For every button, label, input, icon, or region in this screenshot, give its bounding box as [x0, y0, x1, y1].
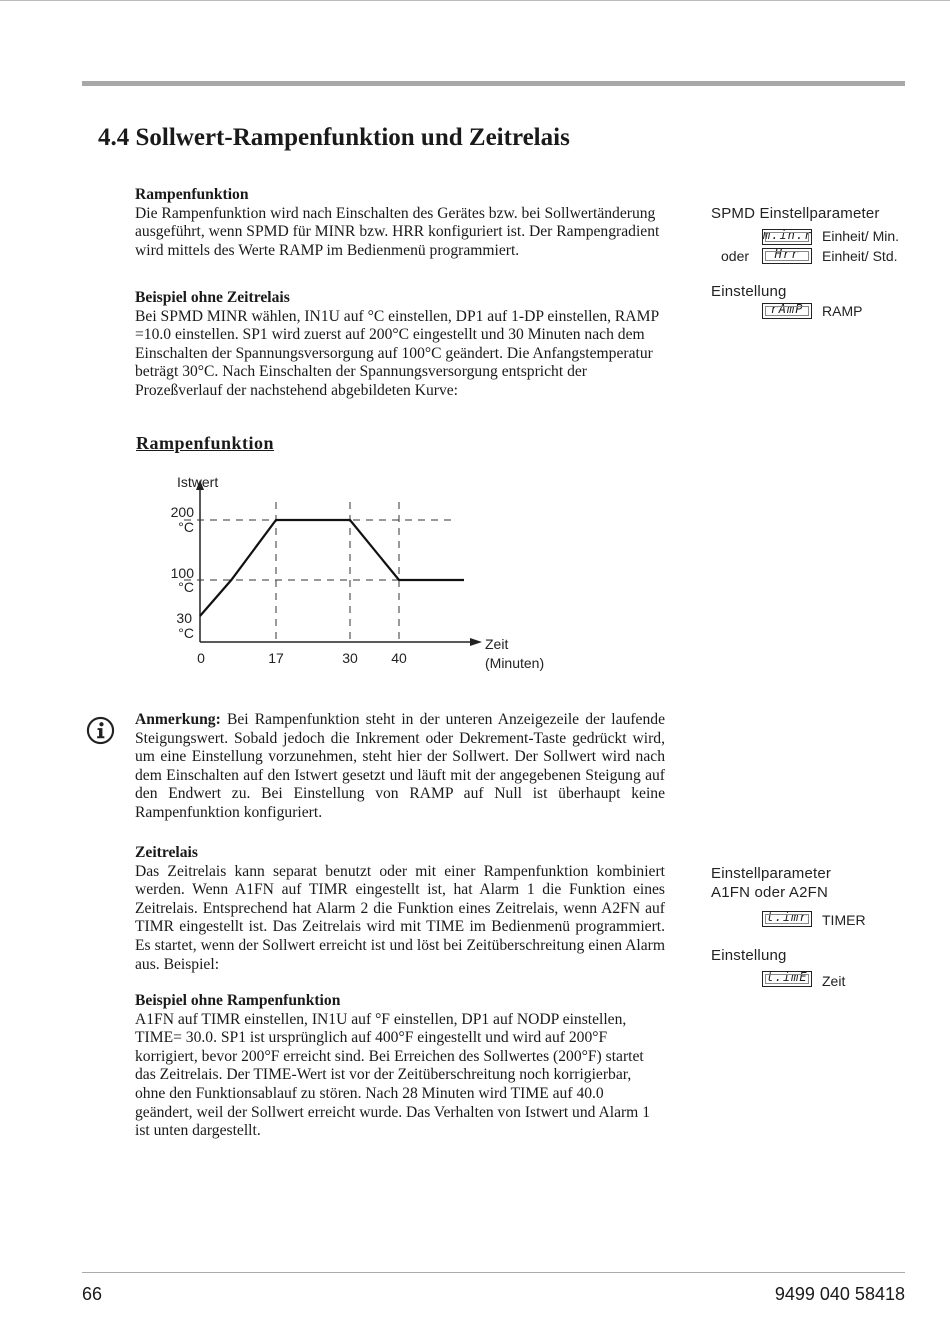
ytick-200-value: 200 [170, 504, 194, 520]
lcd-display-hrr [762, 248, 812, 264]
xtick-17: 17 [268, 650, 284, 666]
ramp-chart [150, 470, 570, 680]
ytick-30-unit: °C [178, 625, 194, 641]
timer-label: TIMER [822, 912, 866, 928]
einstellung-label-bottom: Einstellung [711, 947, 787, 964]
lcd-text-hrr: Hrr [774, 247, 800, 261]
oder-label: oder [721, 248, 750, 264]
lcd-display-ramp [762, 303, 812, 319]
lcd-display-timr [762, 911, 812, 927]
xtick-30: 30 [342, 650, 358, 666]
spmd-param-title: SPMD Einstellparameter [711, 205, 880, 222]
section-title: 4.4 Sollwert-Rampenfunktion und Zeitrelais [98, 124, 570, 151]
beispiel-ohne-rampe-body: A1FN auf TIMR einstellen, IN1U auf °F einstellen, DP1 auf NODP einstellen, TIME= 30.0. SP1 ist ursprünglich auf 400°F eingestellt und wird auf 200°F korrigiert, bevor 200°F erreicht sind. Bei Erreichen des Sollwertes (200°F) startet das Zeitrelais. Der TIME-Wert ist vor der Zeitüberschreitung noch korrigierbar, ohne den Funktionsablauf zu stören. Nach 28 Minuten wird TIME auf 40.0 geändert, weil der Sollwert erreicht wurde. Das Verhalten von Istwert und Alarm 1 ist unten dargestellt. [135, 1010, 651, 1140]
lcd-text-ramp: rAmP [770, 302, 804, 316]
anmerkung-label: Anmerkung: [135, 711, 221, 728]
series-line [200, 520, 464, 616]
info-icon [86, 716, 115, 745]
einheit-std-label: Einheit/ Std. [822, 248, 898, 264]
beispiel-ohne-zeitrelais-heading: Beispiel ohne Zeitrelais [135, 289, 290, 306]
header-rule [82, 81, 905, 86]
x-axis-label: Zeit [485, 636, 509, 652]
zeitrelais-heading: Zeitrelais [135, 844, 198, 861]
ytick-30-value: 30 [176, 610, 192, 626]
document-number: 9499 040 58418 [774, 1284, 905, 1304]
y-axis-label: Istwert [177, 474, 219, 490]
x-axis-arrow [470, 638, 482, 646]
xtick-40: 40 [391, 650, 407, 666]
chart-title: Rampenfunktion [136, 433, 275, 453]
ramp-label: RAMP [822, 303, 863, 319]
einstellung-label-top: Einstellung [711, 283, 787, 300]
rampenfunktion-heading: Rampenfunktion [135, 186, 249, 203]
top-edge-line [0, 0, 950, 1]
zeit-label: Zeit [822, 973, 846, 989]
x-axis-unit: (Minuten) [485, 655, 545, 671]
ytick-100-unit: °C [178, 579, 194, 595]
ytick-200-unit: °C [178, 519, 194, 535]
zeitrelais-section [135, 844, 665, 974]
rampenfunktion-section [135, 186, 665, 260]
lcd-text-timr: t.imr [766, 910, 808, 924]
lcd-text-time: t.imE [766, 970, 808, 984]
xtick-0: 0 [197, 650, 205, 666]
einstellparameter-title: Einstellparameter [711, 865, 832, 882]
lcd-display-minr [762, 229, 812, 245]
rampenfunktion-body: Die Rampenfunktion wird nach Einschalten des Gerätes bzw. bei Sollwertänderung ausgeführt, wenn SPMD für MINR bzw. HRR konfiguriert ist. Der Rampengradient wird mittels des Werte RAMP im Bedienmenü programmiert. [135, 204, 660, 259]
lcd-text-minr: m.in.r [763, 228, 813, 242]
anmerkung-body: Bei Rampenfunktion steht in der unteren Anzeigezeile der laufende Steigungswert. Sobald jedoch die Inkrement oder Dekrement-Taste gedrückt wird, um eine Einstellung vorzunehmen, steht hier der Sollwert. Der Sollwert wird nach dem Einschalten auf den Istwert gesetzt und läuft mit der angegebenen Steigung auf den Endwert zu. Bei Einstellung von RAMP auf Null ist überhaupt keine Rampenfunktion konfiguriert. [135, 711, 665, 821]
einheit-min-label: Einheit/ Min. [822, 228, 900, 244]
page-number: 66 [82, 1284, 103, 1304]
a1fn-a2fn-label: A1FN oder A2FN [711, 884, 829, 901]
anmerkung-section [135, 711, 665, 823]
ytick-100-value: 100 [170, 565, 194, 581]
beispiel-ohne-rampe-heading: Beispiel ohne Rampenfunktion [135, 992, 341, 1009]
lcd-display-time [762, 971, 812, 987]
beispiel-ohne-zeitrelais-section [135, 289, 665, 401]
beispiel-ohne-zeitrelais-body: Bei SPMD MINR wählen, IN1U auf °C einstellen, DP1 auf 1-DP einstellen, RAMP =10.0 einstellen. SP1 wird zuerst auf 200°C eingestellt und 30 Minuten nach dem Einschalten der Spannungsversorgung auf 100°C geändert. Die Anfangstemperatur beträgt 30°C. Nach Einschalten der Spannungsversorgung entspricht der Prozeßverlauf der nachstehend abgebildeten Kurve: [135, 307, 659, 399]
zeitrelais-body: Das Zeitrelais kann separat benutzt oder mit einer Rampenfunktion kombiniert werden. Wenn A1FN auf TIMR eingestellt ist, hat Alarm 1 die Funktion eines Zeitrelais. Entsprechend hat Alarm 2 die Funktion eines Zeitrelais, wenn A2FN auf TIMR eingestellt ist. Das Zeitrelais wird mit TIME im Bedienmenü programmiert. Es startet, wenn der Sollwert erreicht ist und löst bei Zeitüberschreitung einen Alarm aus. Beispiel: [135, 862, 665, 973]
footer-rule [82, 1272, 905, 1273]
beispiel-ohne-rampe-section [135, 992, 660, 1141]
